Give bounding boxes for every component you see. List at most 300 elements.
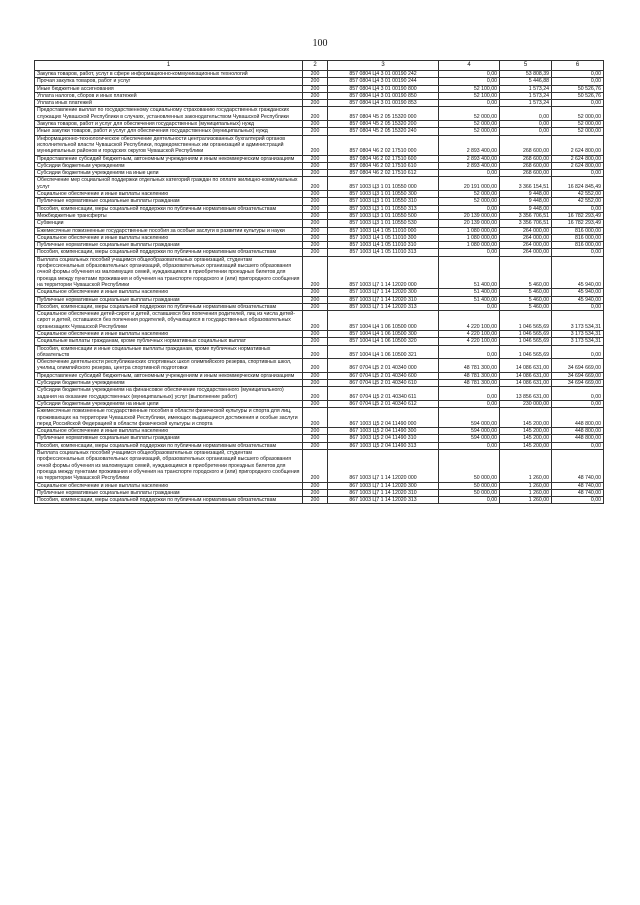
row-code: 857 0804 Ч6 2 02 17510 000 <box>328 135 439 155</box>
row-code: 857 1003 Ц3 1 01 10550 000 <box>328 177 439 191</box>
row-unexecuted: 3 173 534,31 <box>552 311 604 331</box>
row-approved: 52 000,00 <box>439 198 500 205</box>
row-code: 857 0804 Ч5 2 05 15320 240 <box>328 128 439 135</box>
row-code: 867 1003 Ц5 2 04 11490 000 <box>328 408 439 428</box>
row-column-2: 200 <box>303 400 328 407</box>
row-code: 857 1004 Ц4 1 06 10500 320 <box>328 338 439 345</box>
table-row <box>35 121 604 128</box>
row-column-2: 200 <box>303 212 328 219</box>
table-row <box>35 85 604 92</box>
row-executed: 268 600,00 <box>500 162 552 169</box>
row-column-2: 200 <box>303 242 328 249</box>
page-number: 100 <box>312 38 328 49</box>
row-column-2: 200 <box>303 359 328 373</box>
row-approved: 52 000,00 <box>439 128 500 135</box>
column-header-1: 1 <box>35 61 303 71</box>
row-name: Пособия, компенсации, меры социальной поддержки по публичным нормативным обязательствам <box>35 303 303 310</box>
row-executed: 1 573,24 <box>500 100 552 107</box>
row-column-2: 200 <box>303 303 328 310</box>
row-column-2: 200 <box>303 155 328 162</box>
row-unexecuted: 34 694 669,00 <box>552 359 604 373</box>
row-code: 857 1003 Ц7 1 14 12020 000 <box>328 256 439 288</box>
row-unexecuted: 45 940,00 <box>552 289 604 296</box>
table-row <box>35 170 604 177</box>
row-approved: 52 100,00 <box>439 92 500 99</box>
row-column-2: 200 <box>303 442 328 449</box>
row-unexecuted: 16 782 293,49 <box>552 212 604 219</box>
row-code: 867 1003 Ц7 1 14 12020 310 <box>328 489 439 496</box>
table-row <box>35 296 604 303</box>
row-executed: 9 448,00 <box>500 191 552 198</box>
row-name: Социальное обеспечение детей-сирот и детей, оставшихся без попечения родителей, лиц из числа детей-сирот и детей, оставшихся без попечения родителей, обучающихся в государственных образовательных организациях Чувашской Республики <box>35 311 303 331</box>
row-approved: 48 781 300,00 <box>439 380 500 387</box>
row-code: 867 0704 Ц5 2 01 40340 600 <box>328 372 439 379</box>
row-name: Публичные нормативные социальные выплаты гражданам <box>35 489 303 496</box>
row-unexecuted: 2 624 800,00 <box>552 135 604 155</box>
row-approved: 0,00 <box>439 78 500 85</box>
row-column-2: 200 <box>303 128 328 135</box>
row-executed: 13 856 631,00 <box>500 387 552 401</box>
row-executed: 9 448,00 <box>500 198 552 205</box>
row-approved: 50 000,00 <box>439 482 500 489</box>
row-executed: 3 356 706,51 <box>500 220 552 227</box>
table-row <box>35 135 604 155</box>
row-unexecuted: 16 824 845,49 <box>552 177 604 191</box>
row-code: 857 1003 Ц4 1 05 11010 000 <box>328 227 439 234</box>
row-approved: 0,00 <box>439 100 500 107</box>
row-approved: 48 781 300,00 <box>439 372 500 379</box>
row-name: Ежемесячные пожизненные государственные пособия в области физической культуры и спорта для лиц, проживающих на территории Чувашской Республики, имеющих выдающиеся достижения и особые заслуги перед Российской Федерацией в области физической культуры и спорта <box>35 408 303 428</box>
row-executed: 53 808,39 <box>500 71 552 78</box>
column-header-6: 6 <box>552 61 604 71</box>
table-row <box>35 78 604 85</box>
row-name: Публичные нормативные социальные выплаты гражданам <box>35 242 303 249</box>
row-column-2: 200 <box>303 296 328 303</box>
row-column-2: 200 <box>303 162 328 169</box>
row-name: Социальное обеспечение и иные выплаты населению <box>35 428 303 435</box>
row-unexecuted: 0,00 <box>552 497 604 504</box>
table-row <box>35 100 604 107</box>
table-row <box>35 489 604 496</box>
row-column-2: 200 <box>303 170 328 177</box>
table-row <box>35 435 604 442</box>
row-approved: 0,00 <box>439 170 500 177</box>
row-unexecuted: 45 940,00 <box>552 256 604 288</box>
row-executed: 0,00 <box>500 121 552 128</box>
row-code: 857 1003 Ц3 1 01 10550 310 <box>328 198 439 205</box>
row-code: 857 0804 Ч6 2 02 17510 600 <box>328 155 439 162</box>
row-column-2: 200 <box>303 489 328 496</box>
row-executed: 1 260,00 <box>500 497 552 504</box>
row-executed: 5 460,00 <box>500 256 552 288</box>
row-code: 857 0804 Ц4 3 01 00190 242 <box>328 71 439 78</box>
row-name: Социальное обеспечение и иные выплаты населению <box>35 482 303 489</box>
table-row <box>35 482 604 489</box>
row-approved: 0,00 <box>439 249 500 256</box>
row-column-2: 200 <box>303 380 328 387</box>
row-column-2: 200 <box>303 450 328 482</box>
row-unexecuted: 0,00 <box>552 78 604 85</box>
row-unexecuted: 0,00 <box>552 345 604 359</box>
row-column-2: 200 <box>303 311 328 331</box>
row-unexecuted: 34 694 669,00 <box>552 380 604 387</box>
row-code: 857 0804 Ч5 2 05 15320 200 <box>328 121 439 128</box>
row-name: Социальное обеспечение и иные выплаты населению <box>35 289 303 296</box>
row-name: Публичные нормативные социальные выплаты гражданам <box>35 296 303 303</box>
table-row <box>35 408 604 428</box>
row-unexecuted: 0,00 <box>552 442 604 449</box>
row-unexecuted: 48 740,00 <box>552 482 604 489</box>
row-executed: 14 086 631,00 <box>500 380 552 387</box>
row-unexecuted: 48 740,00 <box>552 450 604 482</box>
column-header-5: 5 <box>500 61 552 71</box>
row-executed: 230 000,00 <box>500 400 552 407</box>
row-approved: 4 220 100,00 <box>439 330 500 337</box>
row-unexecuted: 0,00 <box>552 100 604 107</box>
row-approved: 20 139 000,00 <box>439 220 500 227</box>
row-name: Закупка товаров, работ, услуг в сфере информационно-коммуникационных технологий <box>35 71 303 78</box>
row-column-2: 200 <box>303 71 328 78</box>
row-unexecuted: 816 000,00 <box>552 234 604 241</box>
row-column-2: 200 <box>303 408 328 428</box>
row-column-2: 200 <box>303 177 328 191</box>
row-name: Предоставление выплат по государственному социальному страхованию государственных гражданских служащих Чувашской Республики в случаях, установленных законодательством Чувашской Республики <box>35 107 303 121</box>
table-row <box>35 177 604 191</box>
row-name: Прочая закупка товаров, работ и услуг <box>35 78 303 85</box>
budget-execution-table <box>34 60 604 504</box>
row-name: Субсидии бюджетным учреждениям на иные цели <box>35 170 303 177</box>
table-row <box>35 205 604 212</box>
row-name: Обеспечение мер социальной поддержки отдельных категорий граждан по оплате жилищно-коммунальных услуг <box>35 177 303 191</box>
row-approved: 51 400,00 <box>439 289 500 296</box>
row-executed: 5 460,00 <box>500 303 552 310</box>
row-approved: 0,00 <box>439 345 500 359</box>
row-executed: 1 260,00 <box>500 489 552 496</box>
row-name: Предоставление субсидий бюджетным, автономным учреждениям и иным некоммерческим организациям <box>35 372 303 379</box>
table-row <box>35 289 604 296</box>
row-executed: 5 460,00 <box>500 296 552 303</box>
row-unexecuted: 3 173 534,31 <box>552 330 604 337</box>
table-row <box>35 191 604 198</box>
row-unexecuted: 448 800,00 <box>552 435 604 442</box>
row-column-2: 200 <box>303 191 328 198</box>
row-unexecuted: 0,00 <box>552 303 604 310</box>
row-column-2: 200 <box>303 234 328 241</box>
row-name: Пособия, компенсации, меры социальной поддержки по публичным нормативным обязательствам <box>35 497 303 504</box>
row-name: Обеспечение деятельности республиканских спортивных школ олимпийского резерва, спортивных школ, училищ олимпийского резерва, центра спортивной подготовки <box>35 359 303 373</box>
row-approved: 0,00 <box>439 387 500 401</box>
table-row <box>35 198 604 205</box>
row-executed: 264 000,00 <box>500 227 552 234</box>
row-name: Уплата иных платежей <box>35 100 303 107</box>
row-name: Публичные нормативные социальные выплаты гражданам <box>35 435 303 442</box>
row-approved: 52 000,00 <box>439 121 500 128</box>
row-name: Уплата налогов, сборов и иных платежей <box>35 92 303 99</box>
row-code: 857 1003 Ц7 1 14 12020 310 <box>328 296 439 303</box>
row-approved: 0,00 <box>439 400 500 407</box>
row-column-2: 200 <box>303 227 328 234</box>
row-approved: 52 000,00 <box>439 191 500 198</box>
row-name: Субсидии бюджетным учреждениям на иные цели <box>35 400 303 407</box>
row-name: Ежемесячные пожизненные государственные пособия за особые заслуги в развитии культуры и науки <box>35 227 303 234</box>
row-approved: 0,00 <box>439 205 500 212</box>
table-row <box>35 92 604 99</box>
row-column-2: 200 <box>303 85 328 92</box>
row-approved: 0,00 <box>439 71 500 78</box>
row-code: 867 0704 Ц5 2 01 40340 612 <box>328 400 439 407</box>
row-unexecuted: 3 173 534,31 <box>552 338 604 345</box>
table-row <box>35 442 604 449</box>
row-name: Пособия, компенсации, меры социальной поддержки по публичным нормативным обязательствам <box>35 205 303 212</box>
table-row <box>35 242 604 249</box>
row-unexecuted: 816 000,00 <box>552 242 604 249</box>
row-column-2: 200 <box>303 497 328 504</box>
row-unexecuted: 42 552,00 <box>552 191 604 198</box>
row-approved: 594 000,00 <box>439 408 500 428</box>
row-executed: 5 446,88 <box>500 78 552 85</box>
row-column-2: 200 <box>303 249 328 256</box>
row-executed: 3 356 706,51 <box>500 212 552 219</box>
row-code: 857 1004 Ц4 1 06 10500 300 <box>328 330 439 337</box>
row-executed: 268 600,00 <box>500 170 552 177</box>
row-approved: 52 100,00 <box>439 85 500 92</box>
table-row <box>35 71 604 78</box>
row-code: 857 1003 Ц3 1 01 10550 530 <box>328 220 439 227</box>
table-row <box>35 220 604 227</box>
row-code: 857 1003 Ц4 1 05 11010 310 <box>328 242 439 249</box>
row-code: 857 0804 Ч5 2 05 15320 000 <box>328 107 439 121</box>
table-row <box>35 234 604 241</box>
row-name: Социальное обеспечение и иные выплаты населению <box>35 234 303 241</box>
row-unexecuted: 0,00 <box>552 205 604 212</box>
row-unexecuted: 448 800,00 <box>552 428 604 435</box>
row-column-2: 200 <box>303 372 328 379</box>
row-executed: 1 573,24 <box>500 85 552 92</box>
row-approved: 0,00 <box>439 442 500 449</box>
row-code: 867 1003 Ц7 1 14 12020 313 <box>328 497 439 504</box>
row-executed: 5 460,00 <box>500 289 552 296</box>
row-code: 867 0704 Ц5 2 01 40340 611 <box>328 387 439 401</box>
table-row <box>35 359 604 373</box>
table-row <box>35 162 604 169</box>
row-approved: 50 000,00 <box>439 450 500 482</box>
table-header-row <box>35 61 604 71</box>
row-code: 857 1003 Ц3 1 01 10550 500 <box>328 212 439 219</box>
table-row <box>35 107 604 121</box>
row-column-2: 200 <box>303 289 328 296</box>
row-code: 867 1003 Ц5 2 04 11490 313 <box>328 442 439 449</box>
row-name: Информационно-технологическое обеспечение деятельности централизованных бухгалтерий органов исполнительной власти Чувашской Республики, подведомственных им организаций и администраций муниципальных районов и городских округов Чувашской Республики <box>35 135 303 155</box>
row-code: 857 0804 Ц4 3 01 00190 853 <box>328 100 439 107</box>
row-approved: 1 080 000,00 <box>439 234 500 241</box>
row-approved: 52 000,00 <box>439 107 500 121</box>
row-executed: 0,00 <box>500 128 552 135</box>
row-approved: 4 220 100,00 <box>439 311 500 331</box>
row-name: Пособия, компенсации и иные социальные выплаты гражданам, кроме публичных нормативных обязательств <box>35 345 303 359</box>
row-executed: 14 086 631,00 <box>500 359 552 373</box>
row-approved: 1 080 000,00 <box>439 242 500 249</box>
row-code: 857 1003 Ц4 1 05 11010 300 <box>328 234 439 241</box>
row-column-2: 200 <box>303 330 328 337</box>
row-code: 857 1004 Ц4 1 06 10500 321 <box>328 345 439 359</box>
row-approved: 0,00 <box>439 303 500 310</box>
row-name: Субсидии бюджетным учреждениям на финансовое обеспечение государственного (муниципального) задания на оказание государственных (муниципальных) услуг (выполнение работ) <box>35 387 303 401</box>
table-row <box>35 303 604 310</box>
row-name: Выплата социальных пособий учащимся общеобразовательных организаций, студентам профессиональных образовательных организаций, образовательных организаций высшего образования очной формы обучения из малоимущих семей, нуждающимся в приобретении проездных билетов для проезда между пунктами проживания и обучения на транспорте городского и (или) пригородного сообщения на территории Чувашской Республики <box>35 450 303 482</box>
row-unexecuted: 52 000,00 <box>552 128 604 135</box>
row-name: Пособия, компенсации, меры социальной поддержки по публичным нормативным обязательствам <box>35 442 303 449</box>
row-column-2: 200 <box>303 338 328 345</box>
row-executed: 1 046 565,69 <box>500 338 552 345</box>
row-name: Межбюджетные трансферты <box>35 212 303 219</box>
row-column-2: 200 <box>303 92 328 99</box>
row-unexecuted: 50 526,76 <box>552 85 604 92</box>
row-name: Выплата социальных пособий учащимся общеобразовательных организаций, студентам профессиональных образовательных организаций, образовательных организаций высшего образования очной формы обучения из малоимущих семей, нуждающимся в приобретении проездных билетов для проезда между пунктами проживания и обучения на транспорте городского и (или) пригородного сообщения на территории Чувашской Республики <box>35 256 303 288</box>
column-header-4: 4 <box>439 61 500 71</box>
table-row <box>35 428 604 435</box>
table-row <box>35 256 604 288</box>
row-approved: 4 220 100,00 <box>439 338 500 345</box>
row-approved: 51 400,00 <box>439 256 500 288</box>
row-executed: 145 200,00 <box>500 408 552 428</box>
row-unexecuted: 816 000,00 <box>552 227 604 234</box>
table-row <box>35 387 604 401</box>
table-row <box>35 400 604 407</box>
row-unexecuted: 52 000,00 <box>552 107 604 121</box>
column-header-2: 2 <box>303 61 328 71</box>
row-column-2: 200 <box>303 78 328 85</box>
table-row <box>35 330 604 337</box>
table-row <box>35 311 604 331</box>
row-column-2: 200 <box>303 107 328 121</box>
row-name: Социальные выплаты гражданам, кроме публичных нормативных социальных выплат <box>35 338 303 345</box>
row-executed: 1 046 565,69 <box>500 311 552 331</box>
row-column-2: 200 <box>303 435 328 442</box>
row-executed: 264 000,00 <box>500 234 552 241</box>
row-name: Субвенции <box>35 220 303 227</box>
table-row <box>35 450 604 482</box>
row-name: Социальное обеспечение и иные выплаты населению <box>35 330 303 337</box>
row-unexecuted: 34 694 669,00 <box>552 372 604 379</box>
row-executed: 145 200,00 <box>500 442 552 449</box>
row-code: 857 0804 Ч6 2 02 17510 612 <box>328 170 439 177</box>
row-code: 867 0704 Ц5 2 01 40340 000 <box>328 359 439 373</box>
row-column-2: 200 <box>303 428 328 435</box>
row-code: 867 0704 Ц5 2 01 40340 610 <box>328 380 439 387</box>
row-name: Публичные нормативные социальные выплаты гражданам <box>35 198 303 205</box>
row-approved: 20 191 000,00 <box>439 177 500 191</box>
row-code: 857 1004 Ц4 1 06 10500 000 <box>328 311 439 331</box>
row-unexecuted: 0,00 <box>552 249 604 256</box>
table-row <box>35 249 604 256</box>
row-code: 857 0804 Ц4 3 01 00190 244 <box>328 78 439 85</box>
row-approved: 51 400,00 <box>439 296 500 303</box>
row-name: Иные бюджетные ассигнования <box>35 85 303 92</box>
row-unexecuted: 50 526,76 <box>552 92 604 99</box>
row-name: Субсидии бюджетным учреждениям <box>35 162 303 169</box>
row-unexecuted: 448 800,00 <box>552 408 604 428</box>
row-code: 857 1003 Ц3 1 01 10550 313 <box>328 205 439 212</box>
row-column-2: 200 <box>303 121 328 128</box>
row-executed: 1 260,00 <box>500 482 552 489</box>
row-column-2: 200 <box>303 198 328 205</box>
row-executed: 268 600,00 <box>500 155 552 162</box>
row-column-2: 200 <box>303 387 328 401</box>
table-row <box>35 345 604 359</box>
row-unexecuted: 2 624 800,00 <box>552 155 604 162</box>
row-unexecuted: 45 940,00 <box>552 296 604 303</box>
row-code: 857 1003 Ц3 1 01 10550 300 <box>328 191 439 198</box>
row-column-2: 200 <box>303 220 328 227</box>
row-code: 857 0804 Ц4 3 01 00190 850 <box>328 92 439 99</box>
table-row <box>35 128 604 135</box>
row-approved: 20 139 000,00 <box>439 212 500 219</box>
row-name: Пособия, компенсации, меры социальной поддержки по публичным нормативным обязательствам <box>35 249 303 256</box>
column-header-3: 3 <box>328 61 439 71</box>
row-executed: 14 086 631,00 <box>500 372 552 379</box>
row-code: 857 1003 Ц7 1 14 12020 313 <box>328 303 439 310</box>
row-unexecuted: 52 000,00 <box>552 121 604 128</box>
row-column-2: 200 <box>303 100 328 107</box>
row-name: Закупка товаров, работ и услуг для обеспечения государственных (муниципальных) нужд <box>35 121 303 128</box>
row-column-2: 200 <box>303 135 328 155</box>
row-executed: 1 046 565,69 <box>500 345 552 359</box>
row-name: Иные закупки товаров, работ и услуг для обеспечения государственных (муниципальных) нужд <box>35 128 303 135</box>
row-approved: 0,00 <box>439 497 500 504</box>
row-executed: 1 046 565,69 <box>500 330 552 337</box>
row-unexecuted: 0,00 <box>552 387 604 401</box>
row-unexecuted: 16 782 293,49 <box>552 220 604 227</box>
row-approved: 2 893 400,00 <box>439 162 500 169</box>
table-row <box>35 497 604 504</box>
row-executed: 264 000,00 <box>500 249 552 256</box>
row-code: 857 1003 Ц7 1 14 12020 300 <box>328 289 439 296</box>
table-row <box>35 212 604 219</box>
row-approved: 594 000,00 <box>439 428 500 435</box>
row-approved: 2 893 400,00 <box>439 155 500 162</box>
row-executed: 264 000,00 <box>500 242 552 249</box>
row-executed: 3 366 154,51 <box>500 177 552 191</box>
row-executed: 0,00 <box>500 107 552 121</box>
row-code: 867 1003 Ц5 2 04 11490 300 <box>328 428 439 435</box>
row-name: Субсидии бюджетным учреждениям <box>35 380 303 387</box>
row-code: 857 0804 Ч6 2 02 17510 610 <box>328 162 439 169</box>
row-approved: 50 000,00 <box>439 489 500 496</box>
row-executed: 1 260,00 <box>500 450 552 482</box>
row-executed: 145 200,00 <box>500 435 552 442</box>
table-row <box>35 155 604 162</box>
row-unexecuted: 0,00 <box>552 400 604 407</box>
row-approved: 1 080 000,00 <box>439 227 500 234</box>
row-name: Предоставление субсидий бюджетным, автономным учреждениям и иным некоммерческим организациям <box>35 155 303 162</box>
row-unexecuted: 2 624 800,00 <box>552 162 604 169</box>
row-unexecuted: 48 740,00 <box>552 489 604 496</box>
row-column-2: 200 <box>303 345 328 359</box>
row-executed: 1 573,24 <box>500 92 552 99</box>
row-code: 857 0804 Ц4 3 01 00190 800 <box>328 85 439 92</box>
table-row <box>35 380 604 387</box>
row-executed: 9 448,00 <box>500 205 552 212</box>
row-approved: 2 893 400,00 <box>439 135 500 155</box>
row-code: 867 1003 Ц7 1 14 12020 000 <box>328 450 439 482</box>
row-name: Социальное обеспечение и иные выплаты населению <box>35 191 303 198</box>
row-column-2: 200 <box>303 256 328 288</box>
row-code: 857 1003 Ц4 1 05 11010 313 <box>328 249 439 256</box>
row-column-2: 200 <box>303 205 328 212</box>
table-row <box>35 372 604 379</box>
row-code: 867 1003 Ц5 2 04 11490 310 <box>328 435 439 442</box>
row-unexecuted: 0,00 <box>552 170 604 177</box>
